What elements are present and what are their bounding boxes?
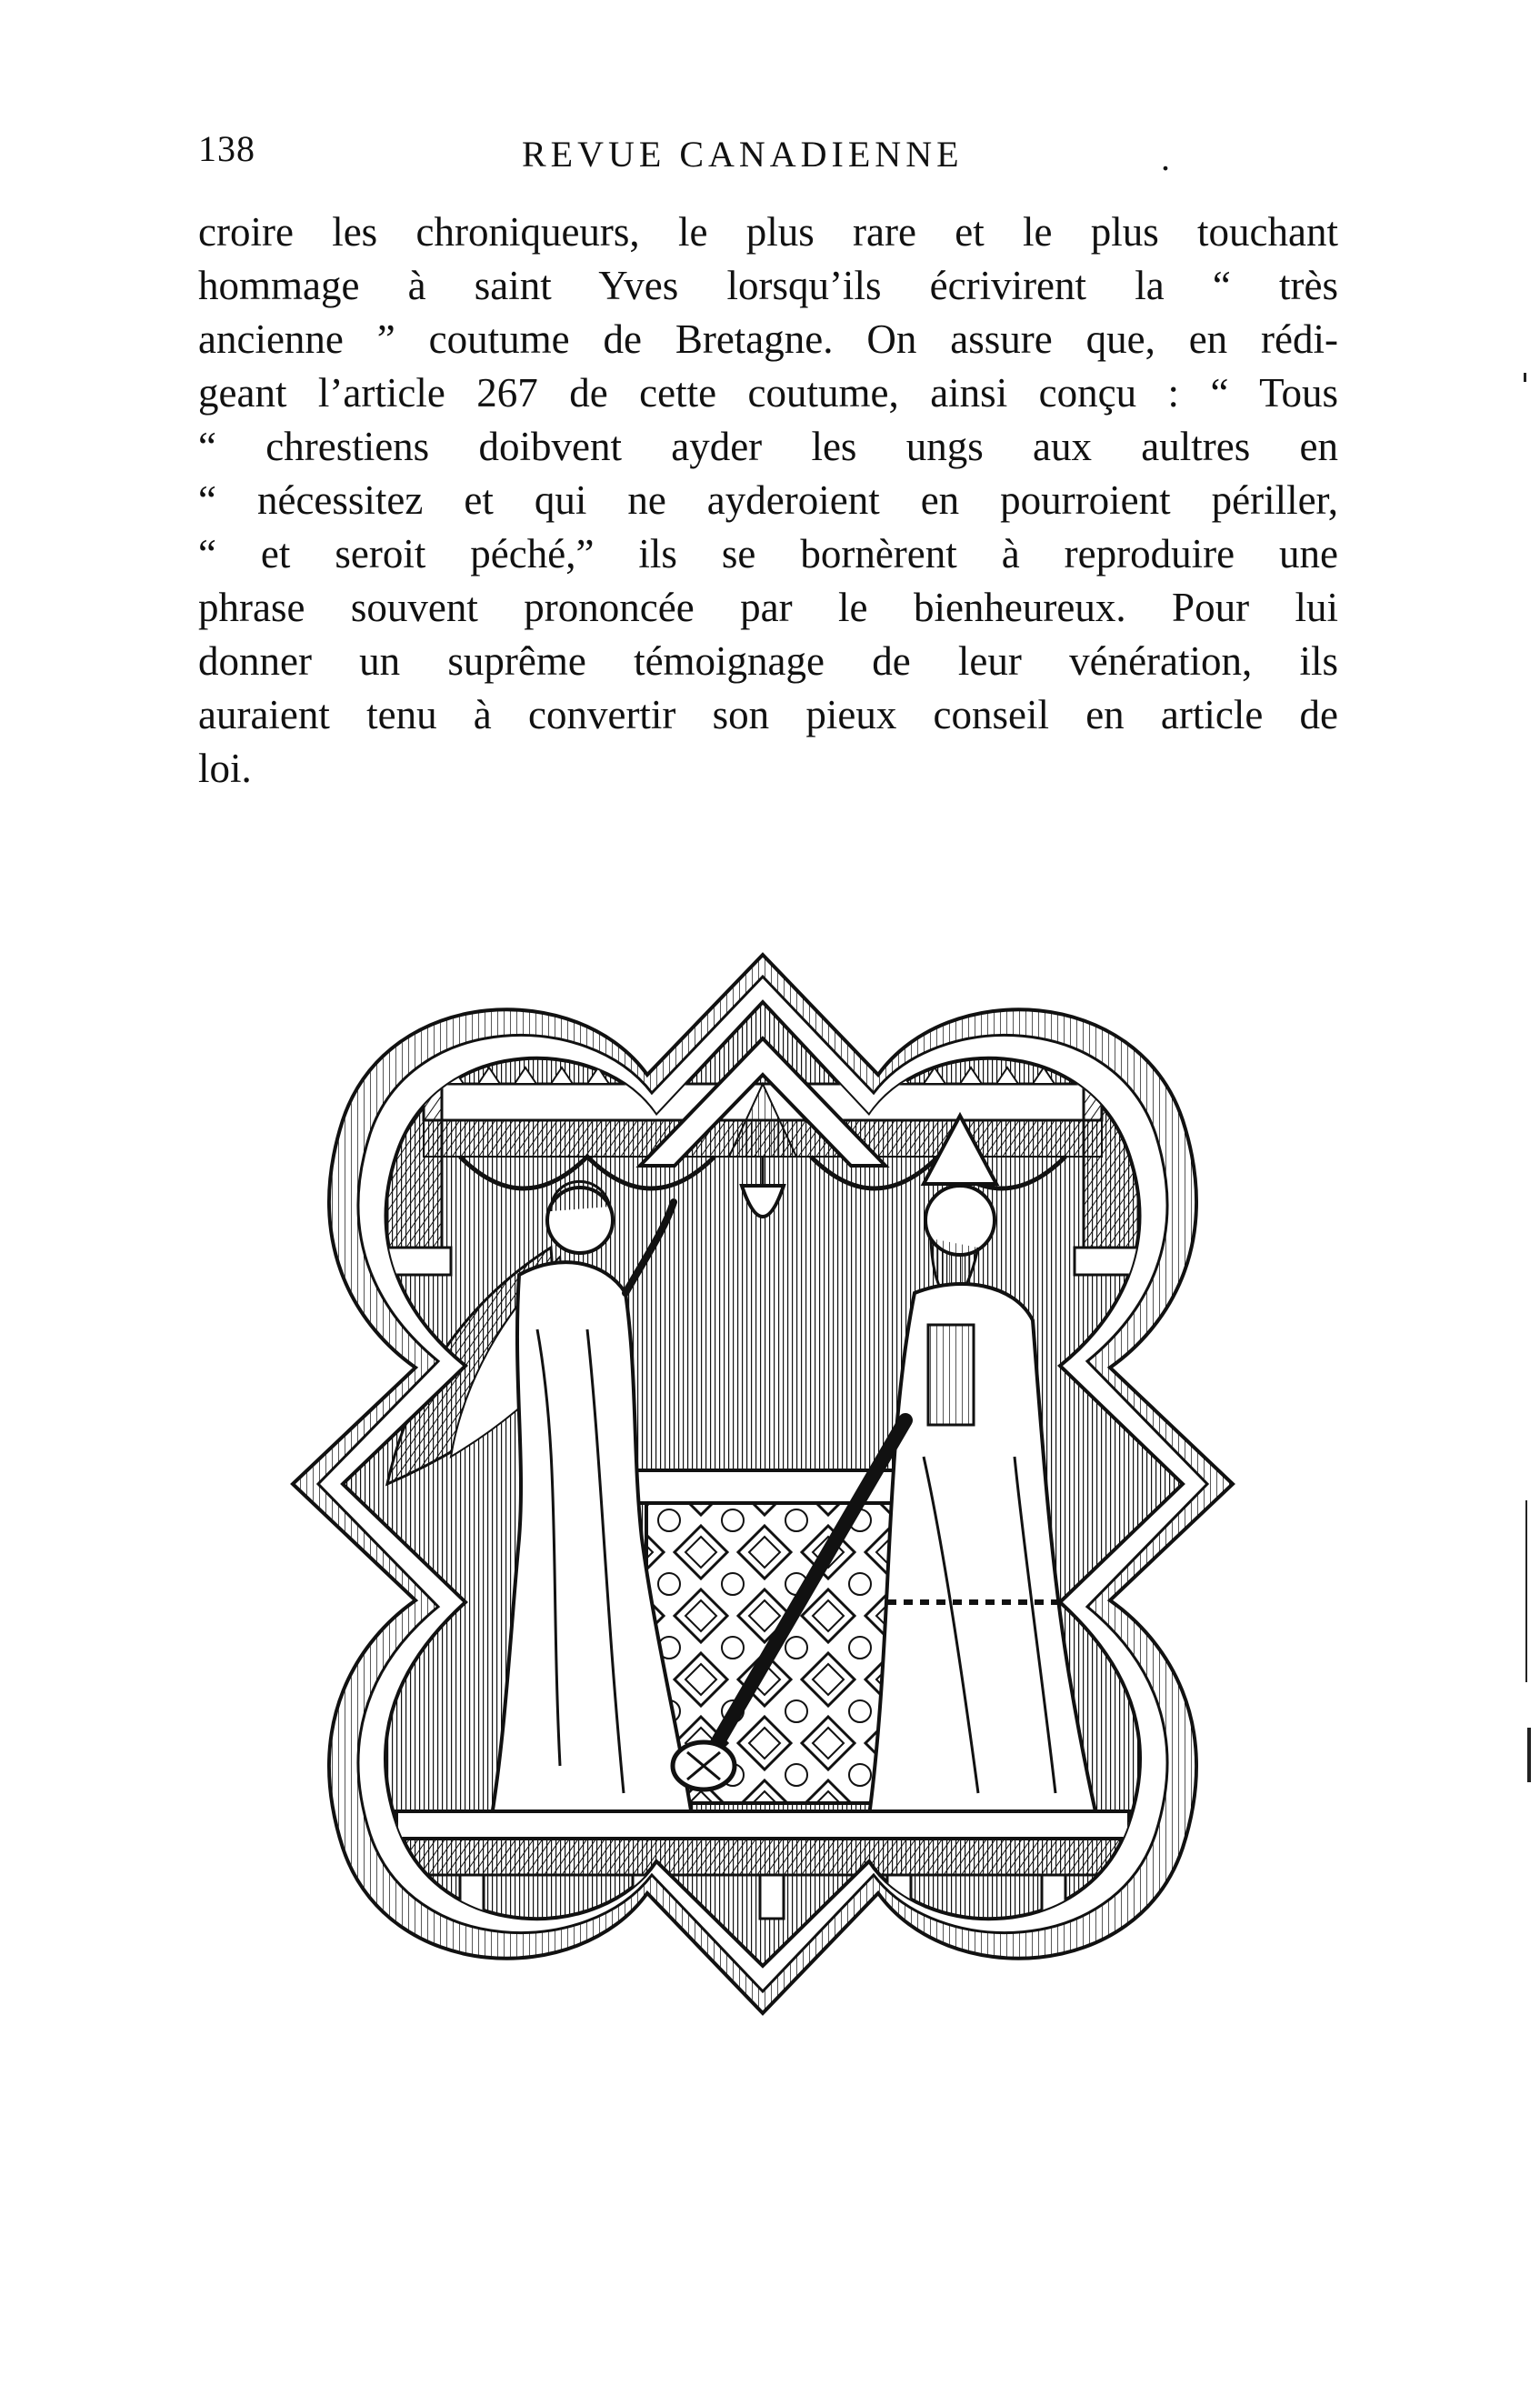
margin-scan-mark [1525,1500,1527,1682]
text-line: “ et seroit péché,” ils se bornèrent à reproduire une [198,531,1338,576]
margin-scan-mark [1524,373,1526,382]
text-line: phrase souvent prononcée par le bienheureux. Pour lui [198,585,1338,630]
text-line: “ nécessitez et qui ne ayderoient en pourroient périller, [198,477,1338,523]
text-line: “ chrestiens doibvent ayder les ungs aux aultres en [198,424,1338,469]
running-head: REVUE CANADIENNE [522,134,964,175]
body-paragraph [198,206,1338,796]
text-line: ancienne ” coutume de Bretagne. On assure que, en rédi- [198,316,1338,362]
text-line: donner un suprême témoignage de leur vénération, ils [198,638,1338,684]
text-line: geant l’article 267 de cette coutume, ainsi conçu : “ Tous [198,370,1338,416]
running-head-dot: . [1161,137,1170,178]
margin-scan-mark [1527,1728,1531,1782]
text-line: croire les chroniqueurs, le plus rare et le plus touchant [198,209,1338,255]
engraved-quatrefoil-plate [287,947,1238,2020]
text-line: loi. [198,746,252,791]
text-line: auraient tenu à convertir son pieux conseil en article de [198,692,1338,737]
page-number: 138 [198,128,255,169]
engraving-illustration [287,947,1238,2020]
text-line: hommage à saint Yves lorsqu’ils écrivirent la “ très [198,263,1338,308]
